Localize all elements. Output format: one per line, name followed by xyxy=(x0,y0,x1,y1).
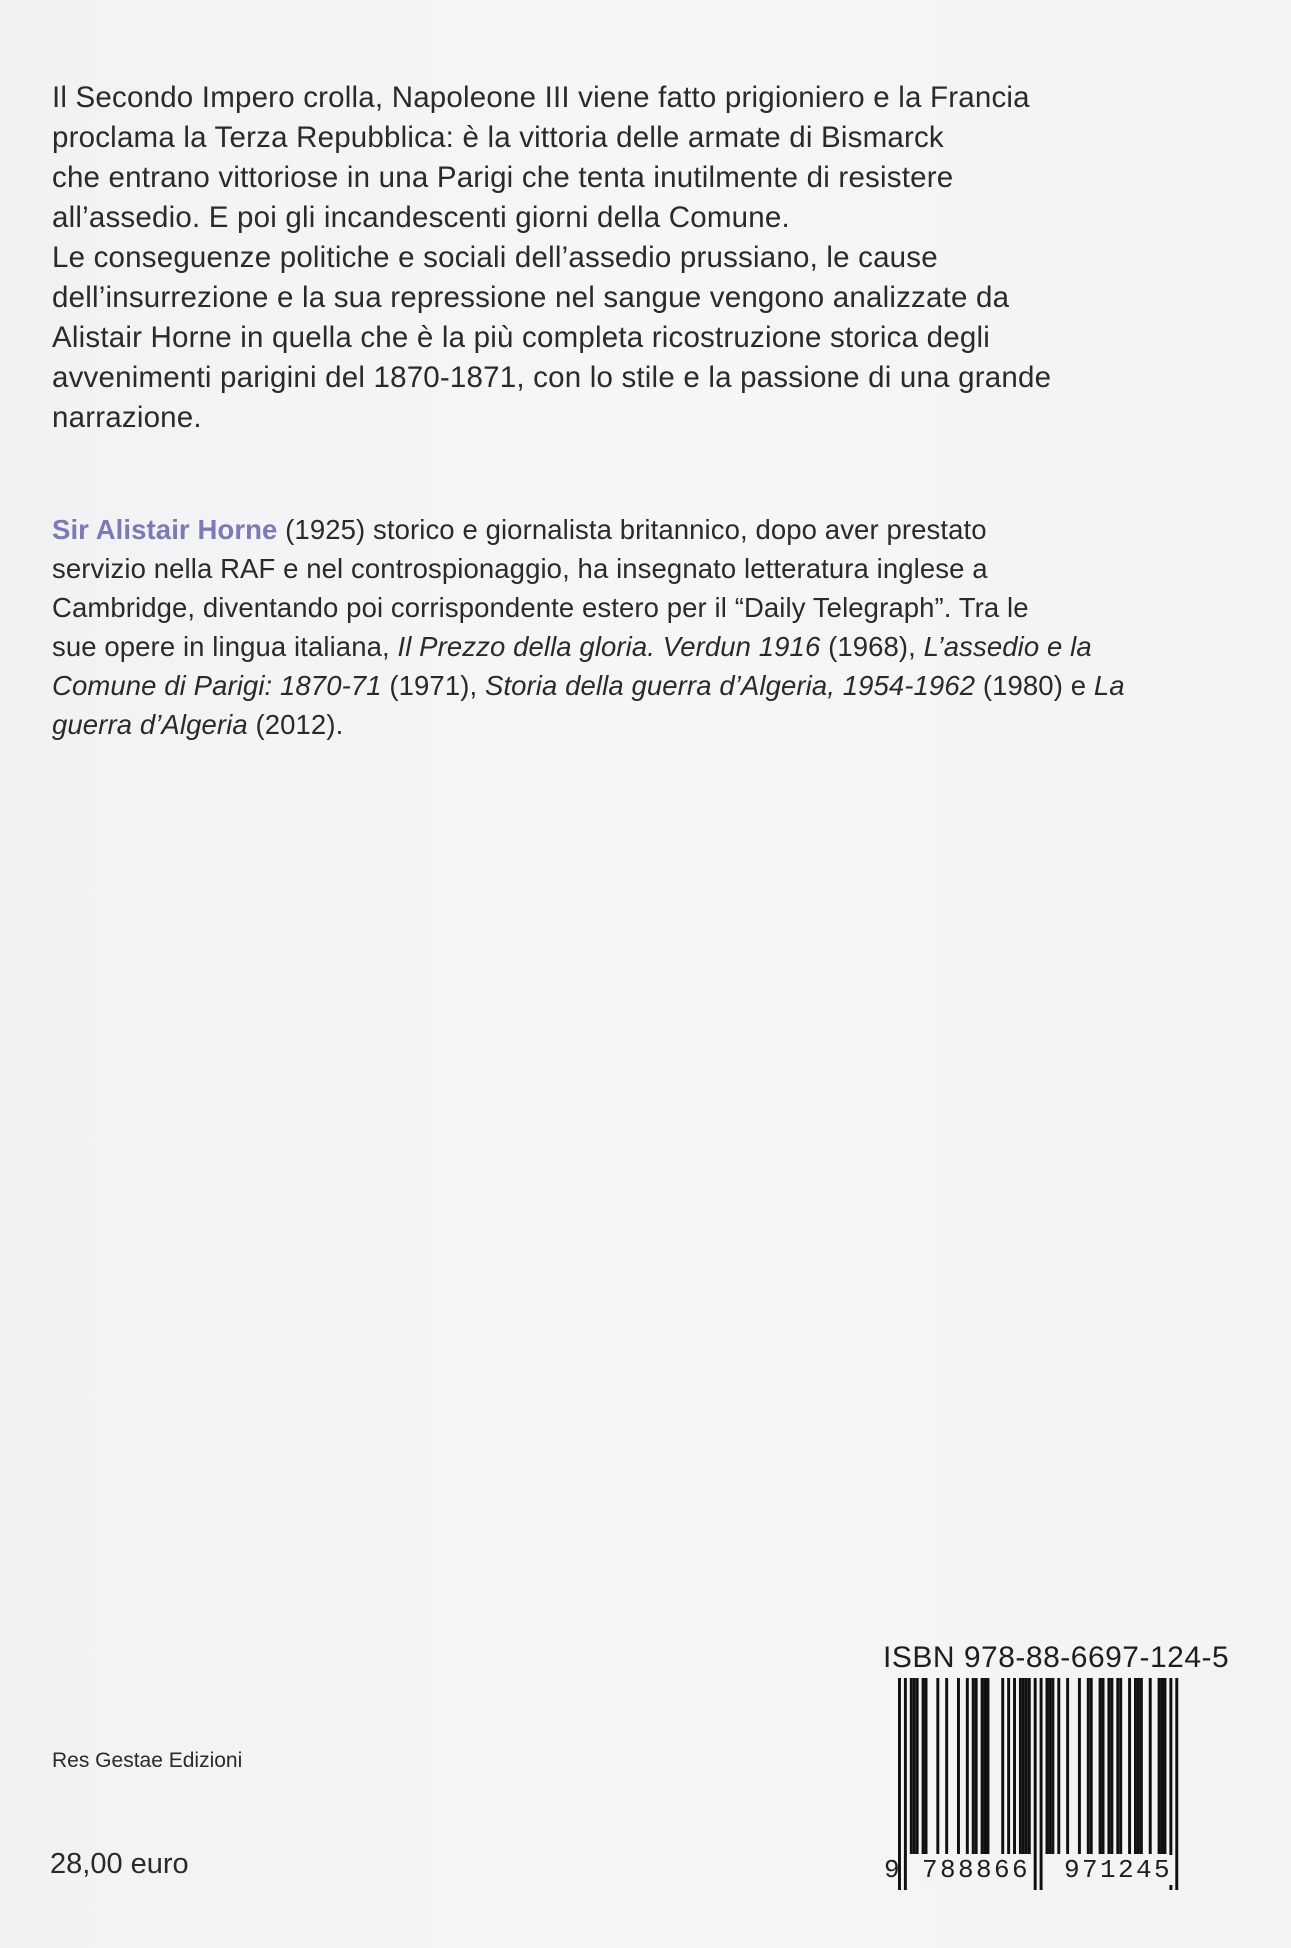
book-title: Il Prezzo della gloria. Verdun 1916 xyxy=(397,631,821,662)
barcode-bar xyxy=(1087,1678,1090,1854)
barcode-bar xyxy=(910,1678,913,1854)
bio-text: (1980) e xyxy=(975,670,1094,701)
barcode-bar xyxy=(1019,1678,1022,1854)
barcode-bar xyxy=(1090,1678,1093,1854)
barcode-bar xyxy=(972,1678,975,1854)
book-title: guerra d’Algeria xyxy=(52,709,248,740)
barcode-bar xyxy=(1158,1678,1161,1854)
barcode-bar xyxy=(1102,1678,1105,1854)
bio-line xyxy=(52,705,1182,744)
barcode-bar xyxy=(1057,1678,1060,1854)
isbn-label: ISBN 978-88-6697-124-5 xyxy=(883,1641,1230,1674)
barcode-bar xyxy=(1001,1678,1004,1854)
synopsis-paragraph xyxy=(52,78,1182,438)
barcode-bar xyxy=(1161,1678,1164,1854)
barcode-bar xyxy=(1107,1678,1110,1854)
author-name: Sir Alistair Horne xyxy=(52,514,278,545)
barcode-bar xyxy=(1013,1678,1016,1854)
barcode-bar xyxy=(1128,1678,1131,1854)
synopsis-line: che entrano vittoriose in una Parigi che tenta inutilmente di resistere xyxy=(52,161,954,194)
synopsis-line: proclama la Terza Repubblica: è la vittoria delle armate di Bismarck xyxy=(52,121,944,154)
barcode-digits-right: 971245 xyxy=(1064,1855,1173,1885)
barcode-bar xyxy=(1140,1678,1143,1854)
bio-line: servizio nella RAF e nel controspionaggio, ha insegnato letteratura inglese a xyxy=(52,553,988,584)
bio-text: sue opere in lingua italiana, xyxy=(52,631,398,662)
barcode-bar xyxy=(984,1678,987,1854)
barcode-bar xyxy=(1048,1678,1051,1854)
synopsis-line: Alistair Horne in quella che è la più completa ricostruzione storica degli xyxy=(52,321,990,354)
synopsis-line: Il Secondo Impero crolla, Napoleone III viene fatto prigioniero e la Francia xyxy=(52,81,1030,114)
bio-text: (2012). xyxy=(247,709,344,740)
barcode-bar xyxy=(975,1678,978,1854)
barcode-bar xyxy=(1116,1678,1119,1854)
barcode-bar xyxy=(945,1678,948,1854)
synopsis-line: narrazione. xyxy=(52,401,202,434)
barcode-bar xyxy=(1051,1678,1054,1854)
bio-line xyxy=(52,666,1182,705)
barcode-bar xyxy=(957,1678,960,1854)
synopsis-line: dell’insurrezione e la sua repressione nel sangue vengono analizzate da xyxy=(52,281,1010,314)
publisher-name: Res Gestae Edizioni xyxy=(52,1749,243,1772)
book-title: Storia della guerra d’Algeria, 1954-1962 xyxy=(484,670,976,701)
bio-text: (1971), xyxy=(381,670,485,701)
bio-text: (1925) storico e giornalista britannico, dopo aver prestato xyxy=(277,514,987,545)
barcode-bar xyxy=(1134,1678,1137,1854)
barcode-bar xyxy=(922,1678,925,1854)
book-title: Comune di Parigi: 1870-71 xyxy=(52,670,382,701)
bio-line xyxy=(52,627,1182,666)
barcode-bar xyxy=(913,1678,916,1854)
book-title: L’assedio e la xyxy=(923,631,1092,662)
barcode-bar xyxy=(936,1678,939,1854)
price: 28,00 euro xyxy=(50,1848,189,1880)
barcode-digits xyxy=(862,1855,1192,1891)
barcode-digits-left: 788866 xyxy=(922,1855,1031,1885)
barcode-bar xyxy=(1078,1678,1081,1854)
barcode-bar xyxy=(1025,1678,1028,1854)
book-title: La xyxy=(1093,670,1125,701)
bio-text: (1968), xyxy=(820,631,924,662)
barcode-bar xyxy=(1164,1678,1167,1854)
barcode-bar xyxy=(1137,1678,1140,1854)
synopsis-line: Le conseguenze politiche e sociali dell’assedio prussiano, le cause xyxy=(52,241,938,274)
barcode-bar xyxy=(925,1678,928,1854)
barcode-bar xyxy=(1066,1678,1069,1854)
barcode-bar xyxy=(1028,1678,1031,1854)
barcode-bar xyxy=(1110,1678,1113,1854)
barcode-bar xyxy=(1119,1678,1122,1854)
barcode-bar xyxy=(1022,1678,1025,1854)
bio-line: Cambridge, diventando poi corrispondente estero per il “Daily Telegraph”. Tra le xyxy=(52,592,1029,623)
author-bio xyxy=(52,510,1182,744)
barcode-bar xyxy=(1046,1678,1049,1854)
barcode-bar xyxy=(916,1678,919,1854)
barcode-bar xyxy=(987,1678,990,1854)
barcode-bar xyxy=(966,1678,969,1854)
barcode-bar xyxy=(1007,1678,1010,1854)
barcode-bar xyxy=(981,1678,984,1854)
barcode-digit-first: 9 xyxy=(884,1855,900,1885)
barcode-bar xyxy=(1099,1678,1102,1854)
synopsis-line: avvenimenti parigini del 1870-1871, con lo stile e la passione di una grande xyxy=(52,361,1052,394)
barcode-bar xyxy=(1149,1678,1152,1854)
bio-line xyxy=(52,510,1182,549)
synopsis-line: all’assedio. E poi gli incandescenti giorni della Comune. xyxy=(52,201,790,234)
